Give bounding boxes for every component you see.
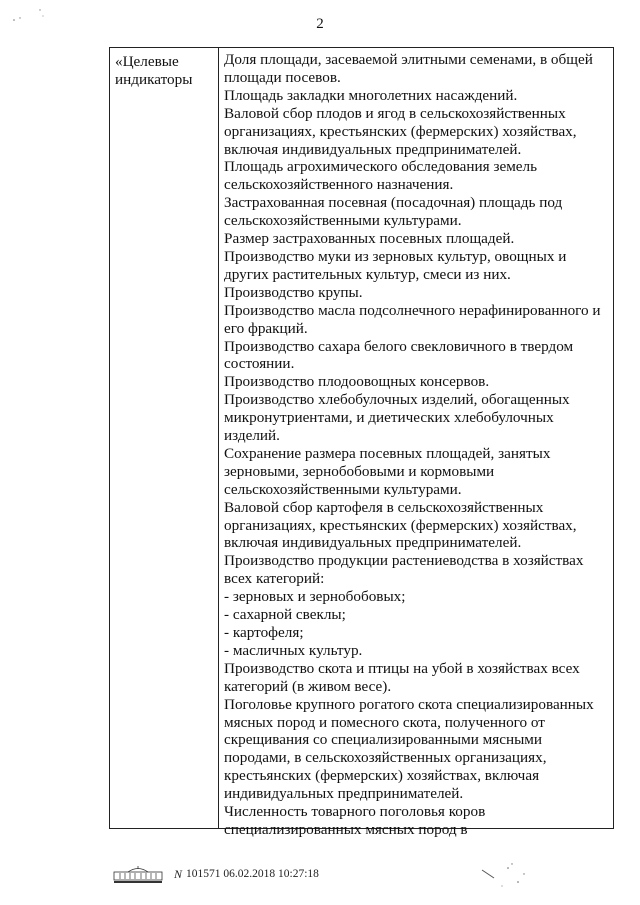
indicator-item: Валовой сбор плодов и ягод в сельскохозяйственных организациях, крестьянских (фермерских) хозяйствах, включая индивидуальных предпринимателей. bbox=[224, 104, 577, 158]
indicator-item: Производство плодоовощных консервов. bbox=[224, 373, 490, 391]
indicator-item: Производство продукции растениеводства в хозяйствах всех категорий: bbox=[224, 552, 584, 588]
indicator-item: Площадь агрохимического обследования земель сельскохозяйственного назначения. bbox=[224, 158, 538, 194]
indicators-list-cell bbox=[219, 48, 613, 838]
indicator-item: Поголовье крупного рогатого скота специализированных мясных пород и помесного скота, полученного от скрещивания со специализированными мясными породами, в сельскохозяйственных организациях, крестьянских (фермерских) хозяйствах, включая индивидуальных предпринимателей. bbox=[224, 695, 594, 803]
indicator-item: Производство масла подсолнечного нерафинированного и его фракций. bbox=[224, 301, 601, 337]
indicator-item: Доля площади, засеваемой элитными семенами, в общей площади посевов. bbox=[224, 51, 593, 86]
scan-artifacts bbox=[478, 860, 538, 895]
indicators-table bbox=[109, 47, 614, 838]
indicator-item: Производство крупы. bbox=[224, 283, 363, 301]
document-footer bbox=[112, 864, 319, 884]
indicator-subitem: - зерновых и зернобобовых; bbox=[224, 588, 406, 606]
indicator-subitem: - картофеля; bbox=[224, 624, 304, 641]
page-number: 2 bbox=[316, 16, 324, 32]
office-building-icon bbox=[112, 864, 164, 884]
indicator-item: Производство скота и птицы на убой в хозяйствах всех категорий (в живом весе). bbox=[224, 659, 580, 695]
indicator-item: Производство муки из зерновых культур, овощных и других растительных культур, смеси из них. bbox=[224, 247, 567, 283]
registry-mark: N bbox=[174, 866, 183, 881]
indicator-item: Валовой сбор картофеля в сельскохозяйственных организациях, крестьянских (фермерских) хозяйствах, включая индивидуальных предпринимателей. bbox=[224, 498, 577, 552]
indicator-item: Размер застрахованных посевных площадей. bbox=[224, 230, 515, 248]
indicator-subitem: - масличных культур. bbox=[224, 641, 363, 659]
indicator-subitem: - сахарной свеклы; bbox=[224, 606, 346, 624]
indicators-label: «Целевые индикаторы bbox=[115, 53, 193, 88]
indicator-item: Численность товарного поголовья коров специализированных мясных пород в bbox=[224, 803, 486, 838]
registry-stamp-text: 101571 06.02.2018 10:27:18 bbox=[186, 868, 319, 880]
indicator-item: Сохранение размера посевных площадей, занятых зерновыми, зернобобовыми и кормовыми сельскохозяйственными культурами. bbox=[224, 444, 551, 498]
indicator-item: Производство сахара белого свекловичного в твердом состоянии. bbox=[224, 337, 574, 373]
indicators-label-cell bbox=[110, 48, 219, 828]
indicator-item: Площадь закладки многолетних насаждений. bbox=[224, 86, 518, 104]
indicator-item: Застрахованная посевная (посадочная) площадь под сельскохозяйственными культурами. bbox=[224, 194, 563, 230]
indicator-item: Производство хлебобулочных изделий, обогащенных микронутриентами, и диетических хлебобулочных изделий. bbox=[224, 391, 570, 445]
